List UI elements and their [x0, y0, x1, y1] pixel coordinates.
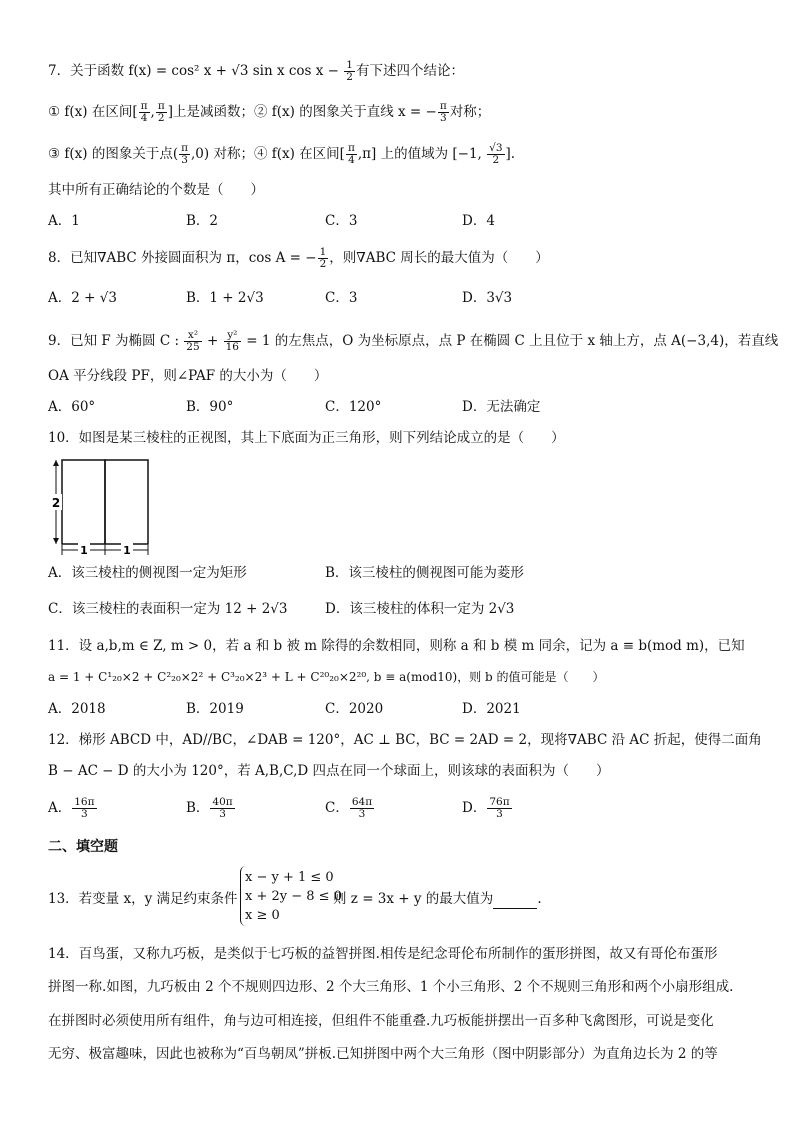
q14-line-1: 14．百鸟蛋，又称九巧板，是类似于七巧板的益智拼图.相传是纪念哥伦布所制作的蛋形拼图，故又有哥伦布蛋形: [48, 946, 718, 962]
q14-line-3: 在拼图时必须使用所有组件，角与边可相连接，但组件不能重叠.九巧板能拼摆出一百多种飞禽图形，可说是变化: [48, 1013, 714, 1029]
q7-ask: 其中所有正确结论的个数是（ ）: [48, 182, 264, 198]
q8-option-a[interactable]: A．2 + √3: [48, 290, 117, 306]
frac-numerator: y²: [224, 330, 241, 342]
q7-line2-c: 对称；: [449, 104, 491, 120]
q7-stem-tail: 有下述四个结论：: [355, 63, 464, 79]
q8-stem-b: ，则∇ABC 周长的最大值为（ ）: [329, 250, 549, 266]
q12-option-d[interactable]: [462, 797, 513, 820]
q7-conclusion-1-2: ① f(x) 在区间[ $\frac{\pi}{4}$ , $\frac{\pi}{2}$ ]上是减函数；② f(x) 的图象关于直线 x = − $\frac{\pi}{3}$ 对称；: [48, 100, 491, 124]
q12-option-a[interactable]: [48, 797, 98, 820]
frac-numerator: π: [157, 100, 165, 112]
q10-stem: 10．如图是某三棱柱的正视图，其上下底面为正三角形，则下列结论成立的是（ ）: [48, 430, 565, 446]
q10-option-b[interactable]: B．该三棱柱的侧视图可能为菱形: [325, 565, 524, 581]
fraction: [487, 797, 511, 820]
q9-stem-a: 9．已知 F 为椭圆 C :: [48, 333, 184, 349]
frac-denominator: 3: [439, 112, 447, 124]
q12-stem: 12．梯形 ABCD 中，AD//BC，∠DAB = 120°，AC ⊥ BC，BC = 2AD = 2，现将∇ABC 沿 AC 折起，使得二面角: [48, 732, 762, 748]
q9-option-a[interactable]: A．60°: [48, 399, 96, 415]
q10-option-a[interactable]: A．该三棱柱的侧视图一定为矩形: [48, 565, 247, 581]
frac-denominator: 16: [225, 341, 239, 353]
q7-line3-c: ,π] 上的值域为 [−1,: [357, 146, 487, 162]
q7-line2-a: ① f(x) 在区间[: [48, 104, 138, 120]
frac-denominator: 4: [140, 112, 148, 124]
fraction: [346, 143, 357, 166]
arrow-up-icon: [53, 460, 59, 466]
frac-numerator: π: [181, 142, 189, 154]
frac-numerator: 64π: [351, 796, 373, 808]
frac-numerator: √3: [489, 142, 503, 154]
q11-option-d[interactable]: D．2021: [462, 701, 521, 717]
q10-option-d[interactable]: D．该三棱柱的体积一定为 2√3: [325, 601, 515, 617]
q7-option-c[interactable]: C．3: [325, 213, 358, 229]
q7-line3-a: ③ f(x) 的图象关于点(: [48, 146, 179, 162]
height-label: 2: [51, 496, 61, 510]
fraction: [179, 143, 190, 166]
q13-end: .: [537, 891, 542, 907]
q7-stem: [48, 60, 464, 83]
figure-rect-left: [62, 460, 105, 544]
arrow-down-icon: [53, 538, 59, 544]
frac-denominator: 3: [181, 154, 188, 166]
q11-stem: 11．设 a,b,m ∈ Z, m > 0，若 a 和 b 被 m 除得的余数相同，则称 a 和 b 模 m 同余，记为 a ≡ b(mod m)，已知: [48, 638, 745, 654]
q7-line2-b: ]上是减函数；② f(x) 的图象关于直线 x = −: [167, 104, 437, 120]
q9-stem-b: = 1 的左焦点，O 为坐标原点，点 P 在椭圆 C 上且位于 x 轴上方，点 A(−3,4)，若直线: [241, 333, 779, 349]
fraction: [487, 143, 504, 166]
constraint: x − y + 1 ≤ 0: [245, 870, 334, 885]
q10-option-c[interactable]: C．该三棱柱的表面积一定为 12 + 2√3: [48, 601, 288, 617]
frac-numerator: π: [347, 142, 355, 154]
frac-denominator: 2: [157, 112, 165, 124]
frac-denominator: 2: [319, 258, 327, 270]
frac-numerator: π: [140, 100, 148, 112]
frac-denominator: 2: [492, 154, 500, 166]
frac-numerator: π: [439, 100, 447, 112]
q8-stem: [48, 247, 549, 270]
q11-option-c[interactable]: C．2020: [325, 701, 384, 717]
fraction: [350, 797, 374, 820]
option-label: A．: [48, 800, 72, 816]
q11-line2: a = 1 + C¹₂₀×2 + C²₂₀×2² + C³₂₀×2³ + L + C²⁰₂₀×2²⁰, b ≡ a(mod10)，则 b 的值可能是（ ）: [48, 670, 605, 684]
width-label-left: 1: [80, 544, 88, 557]
constraint: x + 2y − 8 ≤ 0: [245, 889, 342, 904]
fraction: [224, 330, 241, 353]
answer-blank[interactable]: [493, 894, 537, 909]
option-label: B．: [186, 800, 210, 816]
frac-denominator: 3: [358, 808, 366, 820]
q7-option-a[interactable]: A．1: [48, 213, 80, 229]
q12-option-b[interactable]: [186, 797, 236, 820]
frac-numerator: 40π: [212, 796, 233, 808]
frac-numerator: 1: [346, 59, 353, 71]
q13-lead: 13．若变量 x，y 满足约束条件: [48, 891, 238, 907]
fraction: [318, 247, 329, 270]
q8-option-c[interactable]: C．3: [325, 290, 358, 306]
frac-numerator: 1: [319, 246, 327, 258]
q9-option-b[interactable]: B．90°: [186, 399, 234, 415]
q10-front-view-figure: [48, 455, 160, 557]
frac-numerator: x²: [184, 330, 201, 342]
q11-option-a[interactable]: A．2018: [48, 701, 106, 717]
q12-line2: B − AC − D 的大小为 120°，若 A,B,C,D 四点在同一个球面上，则该球的表面积为（ ）: [48, 763, 610, 779]
q13-tail: [333, 889, 542, 909]
q9-option-c[interactable]: C．120°: [325, 399, 382, 415]
fraction: [156, 101, 167, 124]
figure-rect-right: [105, 460, 148, 544]
frac-denominator: 2: [346, 71, 353, 83]
frac-numerator: 76π: [489, 796, 510, 808]
q8-option-d[interactable]: D．3√3: [462, 290, 513, 306]
frac-numerator: 16π: [74, 796, 95, 808]
section-heading: 二、填空题: [48, 839, 118, 855]
frac-denominator: 3: [219, 808, 226, 820]
q9-option-d[interactable]: D．无法确定: [462, 399, 541, 415]
q11-option-b[interactable]: B．2019: [186, 701, 244, 717]
q7-option-d[interactable]: D．4: [462, 213, 495, 229]
q7-stem-text: 7．关于函数 f(x) = cos² x + √3 sin x cos x −: [48, 63, 344, 79]
q13-constraints: [245, 868, 342, 925]
option-label: C．: [325, 800, 349, 816]
q7-line3-d: ].: [505, 146, 516, 162]
q7-conclusion-3-4: [48, 143, 515, 166]
q9-stem: [48, 330, 778, 353]
frac-denominator: 25: [186, 341, 200, 353]
option-label: D．: [462, 800, 487, 816]
width-label-right: 1: [123, 544, 131, 557]
q13-tail-text: 则 z = 3x + y 的最大值为: [333, 891, 494, 907]
q14-line-4: 无穷、极富趣味，因此也被称为“百鸟朝凤”拼板.已知拼图中两个大三角形（图中阴影部分）为直角边长为 2 的等: [48, 1046, 718, 1062]
q9-plus: +: [202, 333, 223, 349]
fraction: [210, 797, 234, 820]
fraction: [72, 797, 96, 820]
constraint: x ≥ 0: [245, 908, 280, 923]
frac-denominator: 4: [348, 154, 355, 166]
q14-line-2: 拼图一称.如图，九巧板由 2 个不规则四边形、2 个大三角形、1 个小三角形、2 个不规则三角形和两个小扇形组成.: [48, 979, 734, 995]
frac-denominator: 3: [496, 808, 503, 820]
q9-line2: OA 平分线段 PF，则∠PAF 的大小为（ ）: [48, 368, 328, 384]
q12-option-c[interactable]: [325, 797, 375, 820]
q7-option-b[interactable]: B．2: [186, 213, 219, 229]
fraction: [184, 330, 201, 353]
fraction: [438, 101, 449, 124]
q8-option-b[interactable]: B．1 + 2√3: [186, 290, 264, 306]
frac-denominator: 3: [81, 808, 88, 820]
q7-line3-b: ,0) 对称；④ f(x) 在区间[: [191, 146, 345, 162]
fraction: [139, 101, 150, 124]
q8-stem-a: 8．已知∇ABC 外接圆面积为 π，cos A = −: [48, 250, 317, 266]
q7-stem-fraction: [344, 60, 355, 83]
